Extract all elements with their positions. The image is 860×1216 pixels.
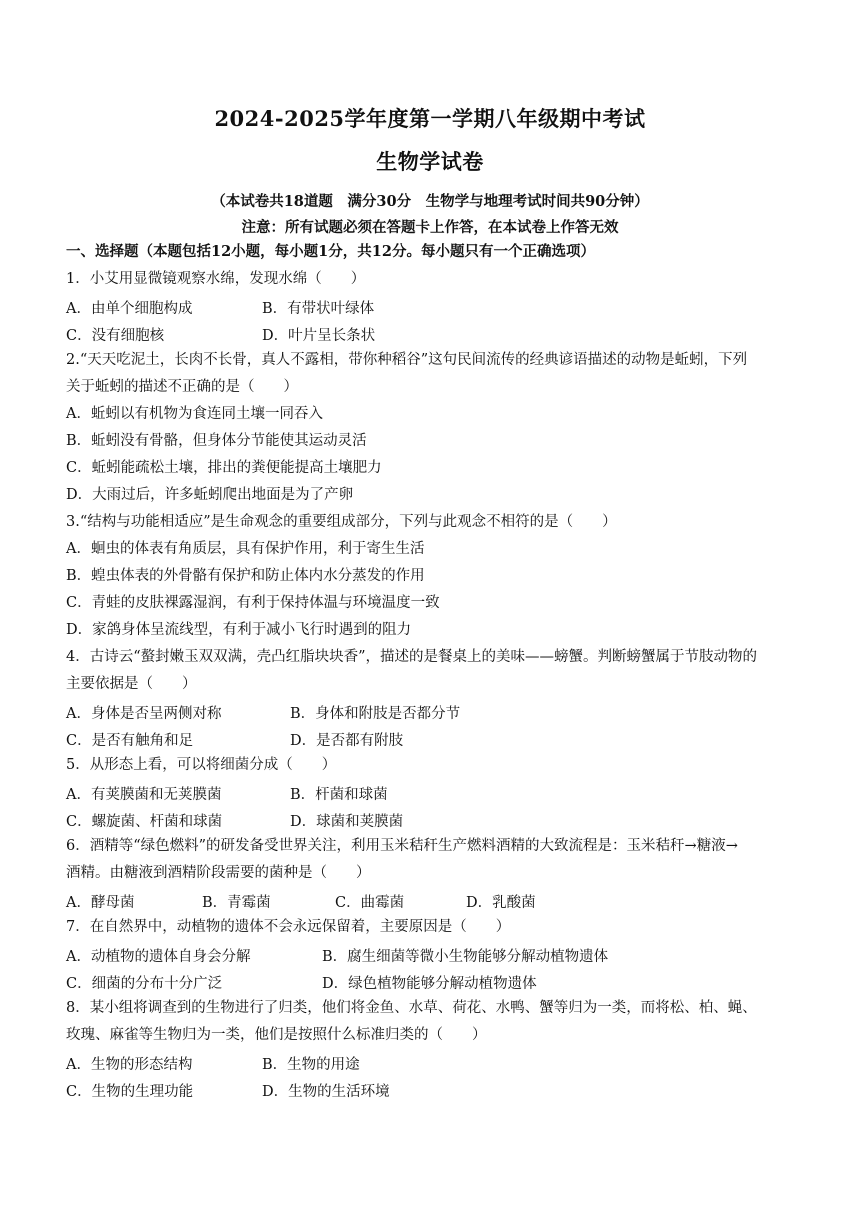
option-row (66, 702, 796, 720)
option-row (66, 972, 796, 990)
option-d: D．乳酸菌 (466, 895, 536, 911)
option-b: B．杆菌和球菌 (290, 787, 388, 803)
question-stem: 玫瑰、麻雀等生物归为一类，他们是按照什么标准归类的（ ） (66, 1027, 487, 1043)
question-stem: 1．小艾用显微镜观察水绵，发现水绵（ ） (66, 271, 366, 287)
question-stem: 酒精。由糖液到酒精阶段需要的菌种是（ ） (66, 865, 371, 881)
exam-title: 2024-2025学年度第一学期八年级期中考试 (214, 106, 646, 131)
option-d: D．球菌和荚膜菌 (290, 814, 404, 830)
exam-subtitle: 生物学试卷 (376, 149, 484, 174)
exam-notice: 注意：所有试题必须在答题卡上作答，在本试卷上作答无效 (241, 219, 619, 236)
option-c: C．生物的生理功能 (66, 1084, 194, 1100)
question-stem: 8．某小组将调查到的生物进行了归类，他们将金鱼、水草、荷花、水鸭、蟹等归为一类，而将松、柏、蝇、 (66, 1000, 757, 1016)
question-stem: 关于蚯蚓的描述不正确的是（ ） (66, 379, 298, 395)
option-a: A．蛔虫的体表有角质层，具有保护作用，利于寄生生活 (66, 541, 425, 557)
option-b: B．腐生细菌等微小生物能够分解动植物遗体 (322, 949, 609, 965)
option-b: B．青霉菌 (202, 895, 271, 911)
option-row (66, 783, 796, 801)
option-c: C．是否有触角和足 (66, 733, 194, 749)
option-row (66, 324, 796, 342)
option-d: D．生物的生活环境 (262, 1084, 390, 1100)
section-heading: 一、选择题（本题包括12小题，每小题1分，共12分。每小题只有一个正确选项） (66, 243, 595, 260)
question-stem: 3.“结构与功能相适应”是生命观念的重要组成部分，下列与此观念不相符的是（ ） (66, 514, 617, 530)
option-a: A．酵母菌 (66, 895, 135, 911)
option-b: B．蚯蚓没有骨骼，但身体分节能使其运动灵活 (66, 433, 367, 449)
question-stem: 4．古诗云“螯封嫩玉双双满，壳凸红脂块块香”，描述的是餐桌上的美味——螃蟹。判断螃蟹属于节肢动物的 (66, 649, 758, 665)
option-c: C．蚯蚓能疏松土壤，排出的粪便能提高土壤肥力 (66, 460, 382, 476)
option-c: C．螺旋菌、杆菌和球菌 (66, 814, 223, 830)
question-stem: 5．从形态上看，可以将细菌分成（ ） (66, 757, 337, 773)
option-row (66, 891, 796, 909)
option-row (66, 297, 796, 315)
option-d: D．大雨过后，许多蚯蚓爬出地面是为了产卵 (66, 487, 354, 503)
question-stem: 7．在自然界中，动植物的遗体不会永远保留着，主要原因是（ ） (66, 919, 511, 935)
option-c: C．曲霉菌 (335, 895, 405, 911)
option-row (66, 1053, 796, 1071)
option-c: C．细菌的分布十分广泛 (66, 976, 223, 992)
option-row (66, 1080, 796, 1098)
option-b: B．蝗虫体表的外骨骼有保护和防止体内水分蒸发的作用 (66, 568, 425, 584)
option-c: C．青蛙的皮肤裸露湿润，有利于保持体温与环境温度一致 (66, 595, 440, 611)
option-a: A．由单个细胞构成 (66, 301, 193, 317)
option-row (66, 945, 796, 963)
question-stem: 主要依据是（ ） (66, 676, 197, 692)
option-b: B．有带状叶绿体 (262, 301, 375, 317)
option-d: D．绿色植物能够分解动植物遗体 (322, 976, 537, 992)
option-row (66, 729, 796, 747)
option-d: D．叶片呈长条状 (262, 328, 376, 344)
option-b: B．身体和附肢是否都分节 (290, 706, 461, 722)
option-a: A．有荚膜菌和无荚膜菌 (66, 787, 222, 803)
option-b: B．生物的用途 (262, 1057, 360, 1073)
exam-info: （本试卷共18道题 满分30分 生物学与地理考试时间共90分钟） (211, 193, 649, 210)
option-row (66, 810, 796, 828)
option-a: A．生物的形态结构 (66, 1057, 193, 1073)
option-a: A．蚯蚓以有机物为食连同土壤一同吞入 (66, 406, 323, 422)
option-d: D．是否都有附肢 (290, 733, 404, 749)
option-a: A．身体是否呈两侧对称 (66, 706, 222, 722)
question-stem: 6．酒精等“绿色燃料”的研发备受世界关注，利用玉米秸秆生产燃料酒精的大致流程是：玉米秸秆→糖液→ (66, 838, 738, 854)
question-stem: 2.“天天吃泥土，长肉不长骨，真人不露相，带你种稻谷”这句民间流传的经典谚语描述的动物是蚯蚓，下列 (66, 352, 748, 368)
option-d: D．家鸽身体呈流线型，有利于减小飞行时遇到的阻力 (66, 622, 412, 638)
option-c: C．没有细胞核 (66, 328, 165, 344)
option-a: A．动植物的遗体自身会分解 (66, 949, 251, 965)
